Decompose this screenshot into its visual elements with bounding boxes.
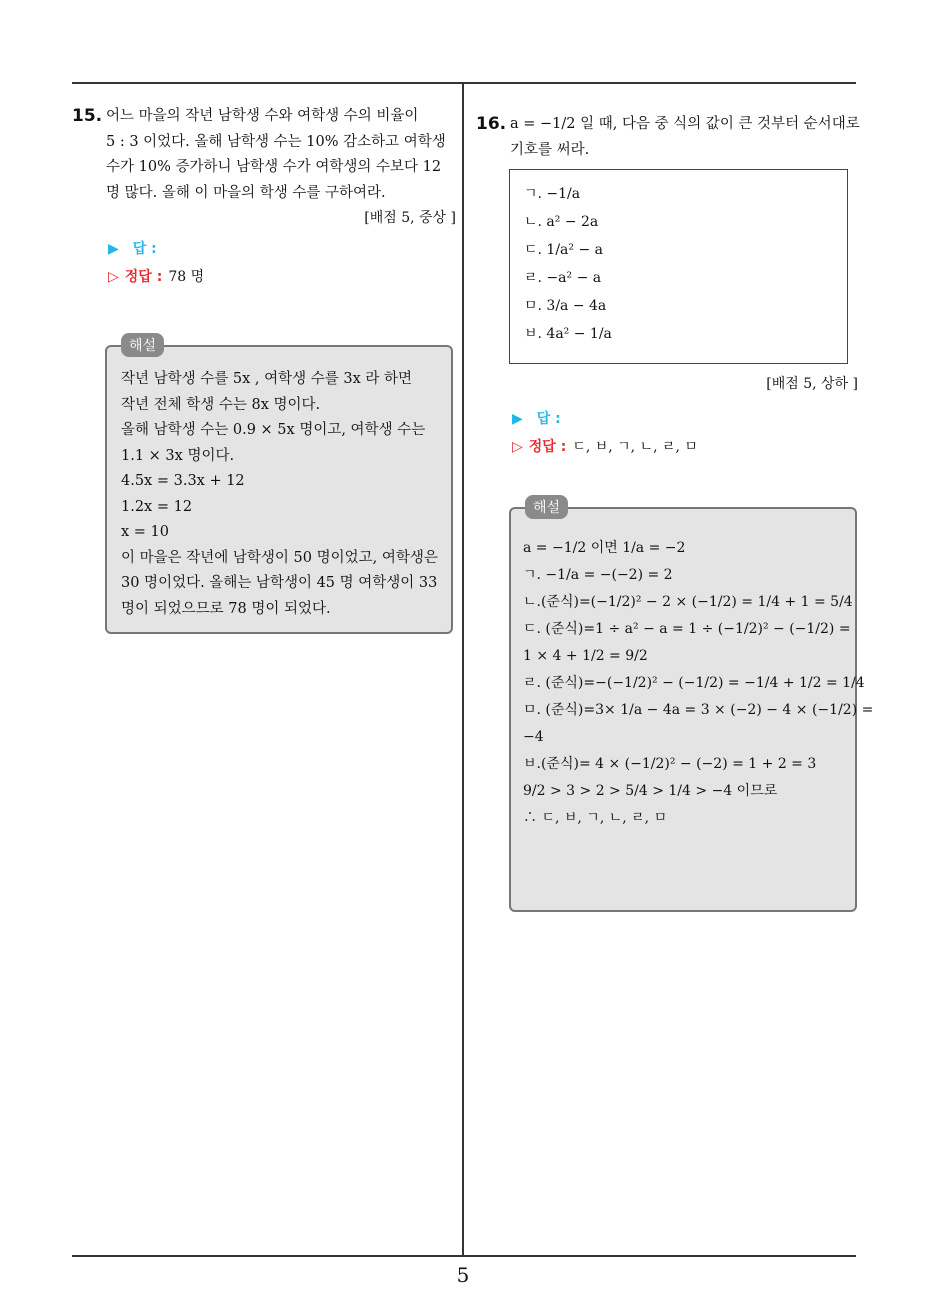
question-16 [476,112,860,163]
solution-line: 9/2 > 3 > 2 > 5/4 > 1/4 > −4 이므로 [523,783,778,799]
answer-arrow-icon: ▶ [108,241,119,257]
answer-arrow-icon: ▶ [512,411,523,427]
question-15-score: [배점 5, 중상 ] [364,210,456,226]
question-15-line: 5 : 3 이었다. 올해 남학생 수는 10% 감소하고 여학생 [106,133,446,150]
correct-value: ㄷ, ㅂ, ㄱ, ㄴ, ㄹ, ㅁ [572,439,698,455]
solution-line: 명이 되었으므로 78 명이 되었다. [121,600,331,617]
answer-label: 답 : [132,241,157,257]
question-15-line: 명 많다. 올해 이 마을의 학생 수를 구하여라. [106,184,386,201]
question-15-line: 어느 마을의 작년 남학생 수와 여학생 수의 비율이 [106,108,419,124]
solution-line: 1.1 × 3x 명이다. [121,447,235,464]
solution-line: 작년 남학생 수를 5x , 여학생 수를 3x 라 하면 [121,371,413,387]
solution-line: 1.2x = 12 [121,498,193,515]
solution-line: ㄹ. (준식)=−(−1/2)² − (−1/2) = −1/4 + 1/2 = 1/4 [523,675,865,691]
option-item: ㄹ. −a² − a [524,270,602,286]
solution-tag: 해설 [525,495,568,519]
correct-arrow-icon: ▷ [108,269,119,285]
solution-line: ㄱ. −1/a = −(−2) = 2 [523,567,673,583]
question-16-line: a = −1/2 일 때, 다음 중 식의 값이 큰 것부터 순서대로 [510,116,860,132]
bottom-rule [72,1255,856,1257]
solution-line: 30 명이었다. 올해는 남학생이 45 명 여학생이 33 [121,575,438,591]
option-item: ㄱ. −1/a [524,186,581,202]
question-15-answer-row [72,235,456,263]
solution-line: a = −1/2 이면 1/a = −2 [523,540,686,556]
solution-line: ㅂ.(준식)= 4 × (−1/2)² − (−2) = 1 + 2 = 3 [523,756,817,772]
question-16-score: [배점 5, 상하 ] [766,376,858,392]
solution-tag: 해설 [121,333,164,357]
question-16-number: 16. [476,114,507,134]
solution-line: 올해 남학생 수는 0.9 × 5x 명이고, 여학생 수는 [121,422,426,438]
solution-line: 이 마을은 작년에 남학생이 50 명이었고, 여학생은 [121,549,438,566]
question-15-correct-row [72,263,456,291]
column-divider [462,84,464,1255]
question-16-correct-row [476,433,860,461]
question-16-solution-box [509,500,874,912]
question-15-solution-box [105,338,453,634]
question-15-line: 수가 10% 증가하니 남학생 수가 여학생의 수보다 12 [106,159,442,175]
option-item: ㄷ. 1/a² − a [524,242,603,258]
option-item: ㄴ. a² − 2a [524,214,599,230]
solution-line: ㅁ. (준식)=3× 1/a − 4a = 3 × (−2) − 4 × (−1/2) = [523,702,874,718]
question-16-options-box [509,169,848,364]
solution-line: ㄴ.(준식)=(−1/2)² − 2 × (−1/2) = 1/4 + 1 = 5/4 [523,594,853,610]
question-16-line: 기호를 써라. [510,141,590,158]
correct-arrow-icon: ▷ [512,439,523,455]
solution-line: 1 × 4 + 1/2 = 9/2 [523,648,648,664]
page-number: 5 [456,1263,470,1287]
option-item: ㅂ. 4a² − 1/a [524,326,612,342]
solution-line: 4.5x = 3.3x + 12 [121,473,245,489]
question-16-text [476,112,860,163]
option-item: ㅁ. 3/a − 4a [524,298,607,314]
solution-line: −4 [523,729,544,745]
correct-label: 정답 : [528,439,567,455]
solution-line: ㄷ. (준식)=1 ÷ a² − a = 1 ÷ (−1/2)² − (−1/2) = [523,621,851,637]
correct-value: 78 명 [168,269,205,285]
top-rule [72,82,856,84]
solution-line: 작년 전체 학생 수는 8x 명이다. [121,396,321,413]
question-15-number: 15. [72,106,103,126]
answer-label: 답 : [536,411,561,427]
question-16-answers [476,372,860,461]
question-15-text [72,104,456,206]
correct-label: 정답 : [124,269,163,285]
question-16-answer-row [476,405,860,433]
solution-line: x = 10 [121,524,169,540]
question-15 [72,104,456,291]
solution-line: ∴ ㄷ, ㅂ, ㄱ, ㄴ, ㄹ, ㅁ [523,810,668,826]
